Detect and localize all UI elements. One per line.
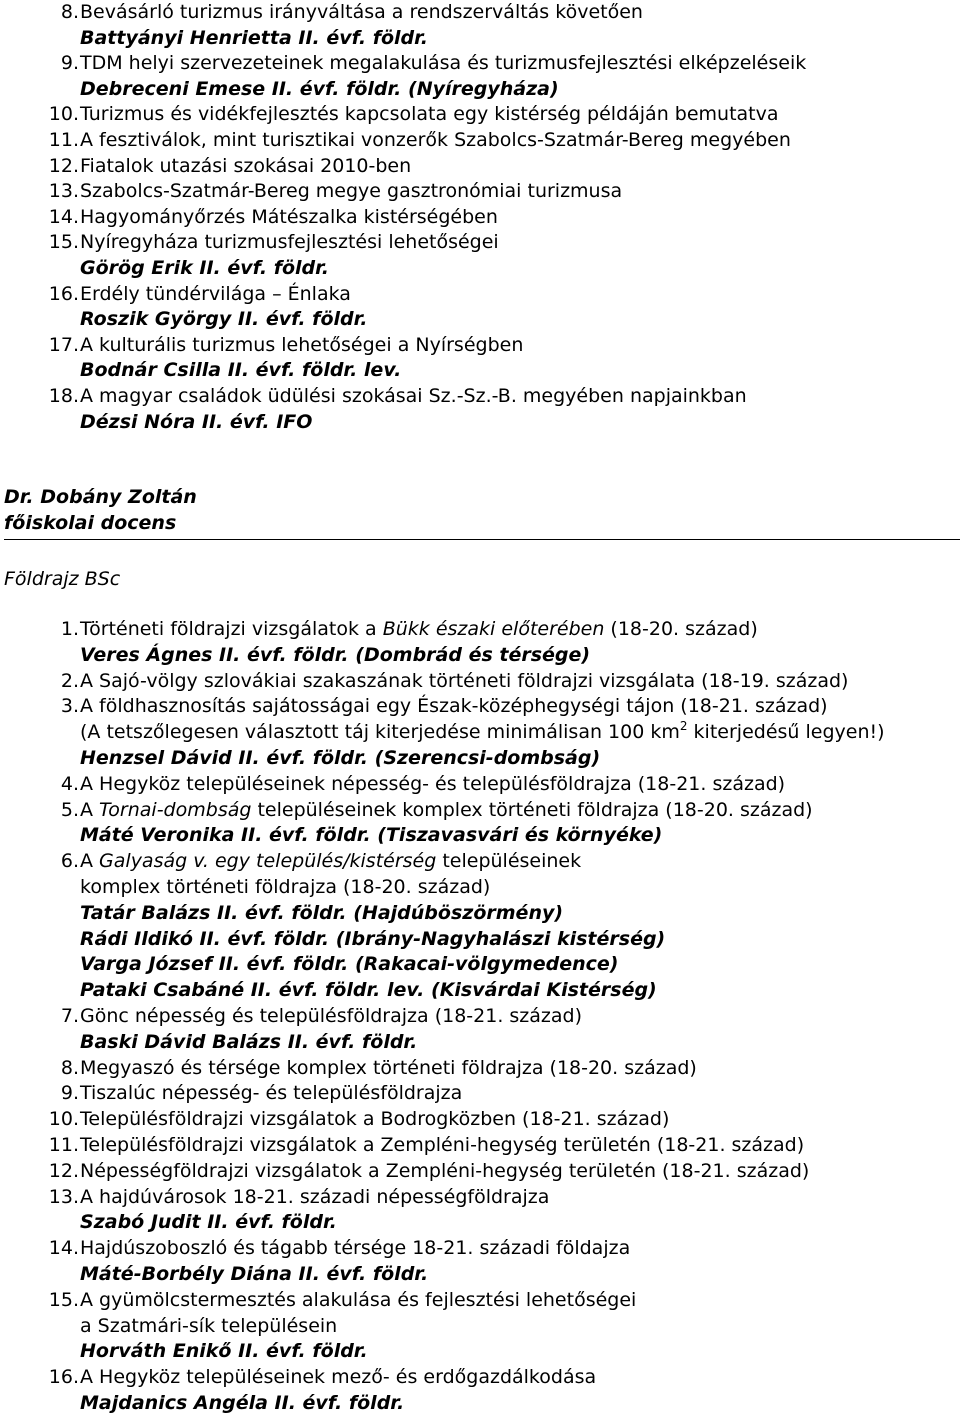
topic-number: 16. (48, 1366, 79, 1389)
student-name: Henzsel Dávid II. évf. földr. (Szerencsi-dombság) (80, 746, 601, 769)
topic-number: 9. (60, 52, 79, 75)
topic-item (0, 0, 960, 26)
topic-item (0, 1288, 960, 1314)
student-name: Rádi Ildikó II. évf. földr. (Ibrány-Nagyhalászi kistérség) (80, 927, 666, 950)
student-name: Dézsi Nóra II. évf. IFO (80, 410, 313, 433)
topic-title: A Tornai-dombság településeinek komplex történeti földrajza (18-20. század) (80, 798, 813, 821)
student-name: Veres Ágnes II. évf. földr. (Dombrád és térsége) (80, 643, 591, 666)
student-name: Battyányi Henrietta II. évf. földr. (80, 26, 429, 49)
topic-number: 15. (48, 1288, 79, 1311)
topic-title: Nyíregyháza turizmusfejlesztési lehetőségei (80, 231, 499, 254)
topic-item (0, 669, 960, 695)
topic-item (0, 179, 960, 205)
student-name: Debreceni Emese II. évf. földr. (Nyíregyháza) (80, 77, 559, 100)
topic-title: A magyar családok üdülési szokásai Sz.-Sz.-B. megyében napjainkban (80, 384, 747, 407)
topic-item (0, 205, 960, 231)
topic-item (0, 617, 960, 643)
topic-list-geography (0, 617, 960, 1417)
topic-title: Bevásárló turizmus irányváltása a rendszerváltás követően (80, 1, 643, 23)
topic-item (0, 51, 960, 77)
topic-item (0, 282, 960, 308)
topic-number: 14. (48, 205, 79, 228)
topic-title: A gyümölcstermesztés alakulása és fejlesztési lehetőségei (80, 1288, 637, 1311)
topic-item (0, 1133, 960, 1159)
student-name: Baski Dávid Balázs II. évf. földr. (80, 1030, 418, 1053)
topic-item (0, 102, 960, 128)
topic-item (0, 772, 960, 798)
topic-number: 12. (48, 1159, 79, 1182)
topic-note: (A tetszőlegesen választott táj kiterjedése minimálisan 100 $km^2$ kiterjedésű legyen!) (80, 719, 885, 744)
topic-title: Szabolcs-Szatmár-Bereg megye gasztronómiai turizmusa (80, 180, 623, 203)
topic-title: A fesztiválok, mint turisztikai vonzerők Szabolcs-Szatmár-Bereg megyében (80, 128, 791, 151)
topic-item (0, 128, 960, 154)
topic-title: Fiatalok utazási szokásai 2010-ben (80, 154, 412, 177)
topic-list-tourism (0, 0, 960, 435)
student-name: Bodnár Csilla II. évf. földr. lev. (80, 359, 402, 382)
topic-number: 17. (48, 333, 79, 356)
topic-number: 11. (48, 1133, 79, 1156)
topic-number: 2. (60, 669, 79, 692)
topic-item (0, 154, 960, 180)
topic-item (0, 1107, 960, 1133)
topic-number: 14. (48, 1237, 79, 1260)
student-name: Tatár Balázs II. évf. földr. (Hajdúböszörmény) (80, 901, 564, 924)
topic-number: 5. (60, 798, 79, 821)
topic-title: Turizmus és vidékfejlesztés kapcsolata egy kistérség példáján bemutatva (80, 103, 779, 126)
supervisor-name: Dr. Dobány Zoltán (4, 486, 197, 508)
topic-item (0, 1236, 960, 1262)
student-name: Máté-Borbély Diána II. évf. földr. (80, 1262, 429, 1285)
topic-title: A Galyaság v. egy település/kistérség településeinek (80, 850, 582, 873)
student-name: Görög Erik II. évf. földr. (80, 256, 330, 279)
topic-title: Történeti földrajzi vizsgálatok a Bükk északi előterében (18-20. század) (80, 618, 758, 640)
supervisor-heading (4, 484, 197, 536)
topic-title: A Hegyköz településeinek mező- és erdőgazdálkodása (80, 1366, 597, 1389)
topic-item (0, 849, 960, 875)
topic-number: 10. (48, 1108, 79, 1131)
topic-number: 8. (60, 1056, 79, 1079)
topic-title: Hajdúszoboszló és tágabb térsége 18-21. századi földajza (80, 1237, 631, 1260)
topic-title: A kulturális turizmus lehetőségei a Nyírségben (80, 333, 524, 356)
topic-number: 4. (60, 772, 79, 795)
topic-title: Erdély tündérvilága – Énlaka (80, 282, 351, 305)
topic-number: 10. (48, 103, 79, 126)
topic-item (0, 1185, 960, 1211)
student-name: Máté Veronika II. évf. földr. (Tiszavasvári és környéke) (80, 824, 663, 847)
topic-title: A hajdúvárosok 18-21. századi népességföldrajza (80, 1185, 550, 1208)
topic-title: A Sajó-völgy szlovákiai szakaszának történeti földrajzi vizsgálata (18-19. század) (80, 669, 849, 692)
topic-item (0, 1365, 960, 1391)
student-name: Horváth Enikő II. évf. földr. (80, 1340, 368, 1363)
student-name: Varga József II. évf. földr. (Rakacai-völgymedence) (80, 953, 619, 976)
student-name: Majdanics Angéla II. évf. földr. (80, 1391, 405, 1414)
supervisor-title: főiskolai docens (4, 512, 177, 534)
section-divider (4, 539, 960, 540)
topic-title: Népességföldrajzi vizsgálatok a Zempléni-hegység területén (18-21. század) (80, 1159, 810, 1182)
topic-title: Megyaszó és térsége komplex történeti földrajza (18-20. század) (80, 1056, 697, 1079)
topic-number: 18. (48, 384, 79, 407)
topic-title: Hagyományőrzés Mátészalka kistérségében (80, 205, 498, 228)
topic-title: A földhasznosítás sajátosságai egy Észak-középhegységi tájon (18-21. század) (80, 695, 828, 718)
topic-number: 6. (60, 850, 79, 873)
topic-number: 16. (48, 282, 79, 305)
topic-number: 8. (60, 1, 79, 23)
topic-item (0, 1056, 960, 1082)
topic-number: 15. (48, 231, 79, 254)
topic-item (0, 798, 960, 824)
topic-title: Településföldrajzi vizsgálatok a Zempléni-hegység területén (18-21. század) (80, 1133, 805, 1156)
topic-item (0, 384, 960, 410)
topic-title: Településföldrajzi vizsgálatok a Bodrogközben (18-21. század) (80, 1108, 670, 1131)
topic-number: 13. (48, 180, 79, 203)
topic-number: 12. (48, 154, 79, 177)
topic-item (0, 1004, 960, 1030)
program-name: Földrajz BSc (4, 568, 121, 590)
topic-title: Gönc népesség és településföldrajza (18-21. század) (80, 1004, 582, 1027)
topic-item (0, 1159, 960, 1185)
topic-title: A Hegyköz településeinek népesség- és településföldrajza (18-21. század) (80, 772, 786, 795)
topic-number: 3. (60, 695, 79, 718)
topic-title: TDM helyi szervezeteinek megalakulása és turizmusfejlesztési elképzeléseik (80, 52, 807, 75)
topic-number: 11. (48, 128, 79, 151)
topic-item (0, 230, 960, 256)
topic-title-continued: a Szatmári-sík településein (80, 1314, 338, 1337)
topic-item (0, 333, 960, 359)
student-name: Pataki Csabáné II. évf. földr. lev. (Kisvárdai Kistérség) (80, 979, 657, 1002)
student-name: Roszik György II. évf. földr. (80, 308, 368, 331)
topic-item (0, 1081, 960, 1107)
topic-number: 1. (60, 618, 79, 640)
topic-title: Tiszalúc népesség- és településföldrajza (80, 1082, 463, 1105)
topic-item (0, 694, 960, 720)
topic-number: 7. (60, 1004, 79, 1027)
topic-title-continued: komplex történeti földrajza (18-20. század) (80, 875, 491, 898)
topic-number: 13. (48, 1185, 79, 1208)
topic-number: 9. (60, 1082, 79, 1105)
student-name: Szabó Judit II. évf. földr. (80, 1211, 337, 1234)
